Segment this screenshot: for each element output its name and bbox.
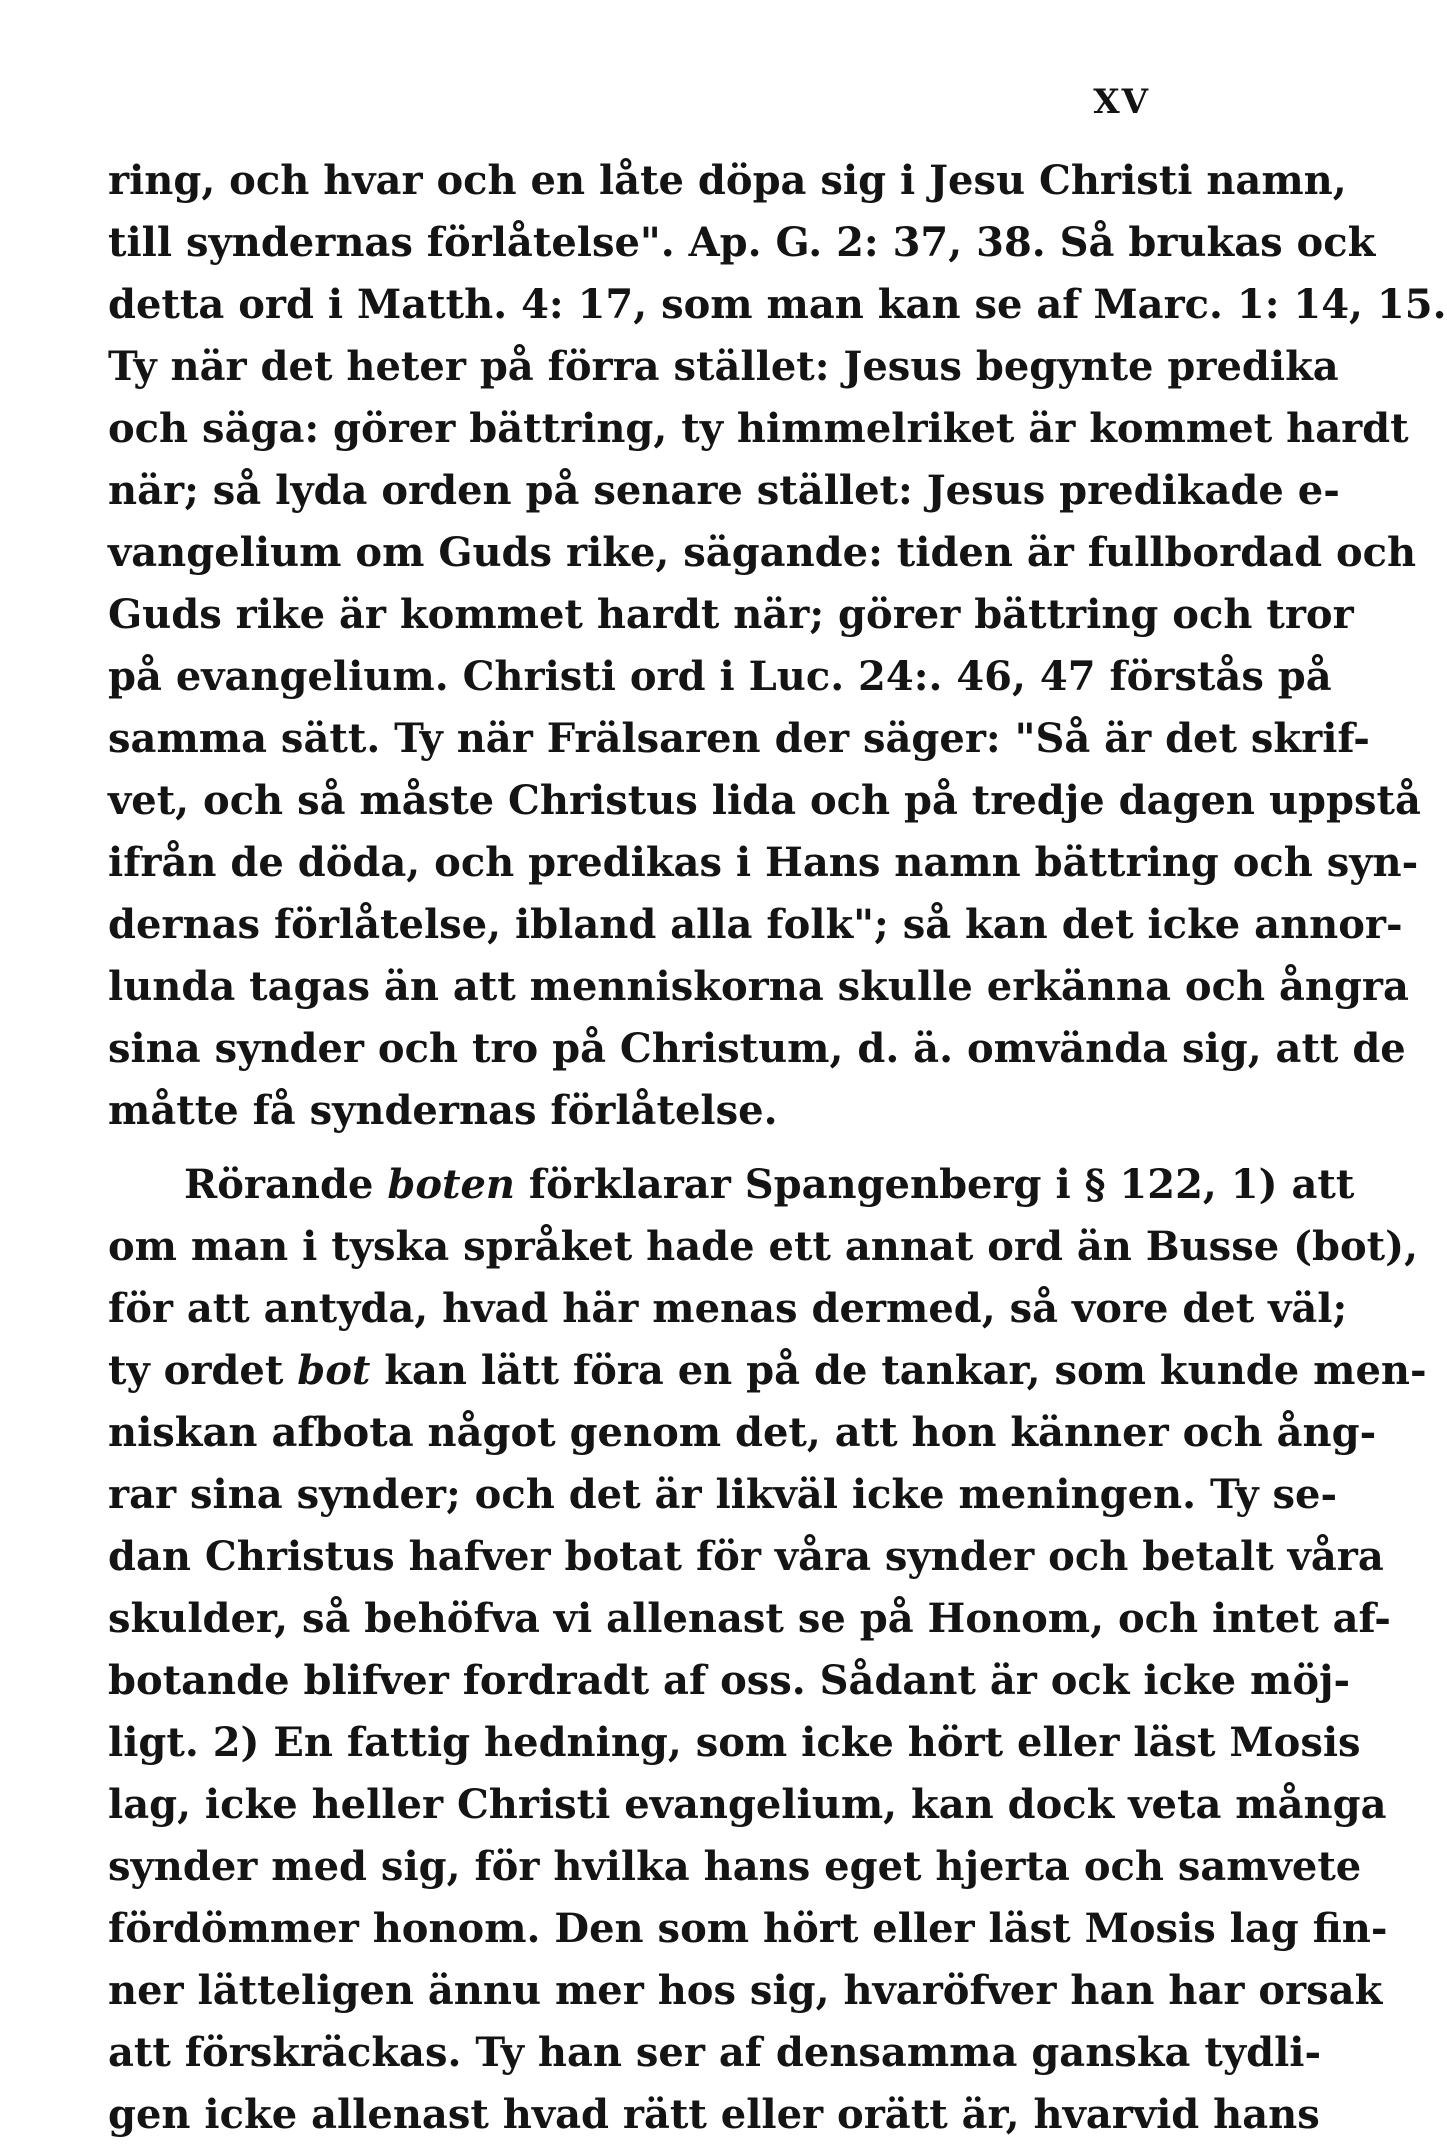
text-line-with-italic	[108, 1340, 1427, 1402]
text-line: och säga: görer bättring, ty himmelriket är kommet hardt	[108, 405, 1409, 452]
text-line: sina synder och tro på Christum, d. ä. omvända sig, att de	[108, 1025, 1406, 1072]
text-line: vet, och så måste Christus lida och på tredje dagen uppstå	[108, 777, 1421, 824]
text-run: ty ordet	[108, 1347, 298, 1394]
text-line: synder med sig, för hvilka hans eget hjerta och samvete	[108, 1843, 1362, 1890]
text-line: måtte få syndernas förlåtelse.	[108, 1087, 778, 1134]
italic-term: boten	[387, 1161, 515, 1208]
italic-term: bot	[297, 1347, 371, 1394]
text-line: fördömmer honom. Den som hört eller läst Mosis lag fin-	[108, 1905, 1388, 1952]
text-line: för att antyda, hvad här menas dermed, så vore det väl;	[108, 1285, 1348, 1332]
body-text	[108, 150, 1447, 2146]
text-run: kan lätt föra en på de tankar, som kunde men-	[370, 1347, 1427, 1394]
text-line: ifrån de döda, och predikas i Hans namn bättring och syn-	[108, 839, 1419, 886]
text-run: Rörande	[184, 1161, 388, 1208]
paragraph-first-line	[108, 1154, 1355, 1216]
text-line: rar sina synder; och det är likväl icke meningen. Ty se-	[108, 1471, 1338, 1518]
text-line: samma sätt. Ty när Frälsaren der säger: "Så är det skrif-	[108, 715, 1370, 762]
text-line: dan Christus hafver botat för våra synder och betalt våra	[108, 1533, 1384, 1580]
text-line: att förskräckas. Ty han ser af densamma ganska tydli-	[108, 2029, 1322, 2076]
text-line: ring, och hvar och en låte döpa sig i Jesu Christi namn,	[108, 157, 1347, 204]
text-line: på evangelium. Christi ord i Luc. 24:. 46, 47 förstås på	[108, 653, 1332, 700]
text-line: skulder, så behöfva vi allenast se på Honom, och intet af-	[108, 1595, 1391, 1642]
text-line: ner lätteligen ännu mer hos sig, hvaröfver han har orsak	[108, 1967, 1383, 2014]
text-line: om man i tyska språket hade ett annat ord än Busse (bot),	[108, 1223, 1418, 1270]
text-line: när; så lyda orden på senare stället: Jesus predikade e-	[108, 467, 1340, 514]
text-line: botande blifver fordradt af oss. Sådant är ock icke möj-	[108, 1657, 1351, 1704]
text-line: niskan afbota något genom det, att hon känner och ång-	[108, 1409, 1377, 1456]
text-line: lag, icke heller Christi evangelium, kan dock veta många	[108, 1781, 1387, 1828]
text-line: detta ord i Matth. 4: 17, som man kan se af Marc. 1: 14, 15.	[108, 281, 1447, 328]
text-line: ligt. 2) En fattig hedning, som icke hört eller läst Mosis	[108, 1719, 1361, 1766]
text-line: till syndernas förlåtelse". Ap. G. 2: 37, 38. Så brukas ock	[108, 219, 1376, 266]
text-line: lunda tagas än att menniskorna skulle erkänna och ångra	[108, 963, 1409, 1010]
page-number: XV	[1093, 82, 1150, 122]
text-line: Guds rike är kommet hardt när; görer bättring och tror	[108, 591, 1354, 638]
text-run: förklarar Spangenberg i § 122, 1) att	[515, 1161, 1355, 1208]
text-line: Ty när det heter på förra stället: Jesus begynte predika	[108, 343, 1339, 390]
text-line: dernas förlåtelse, ibland alla folk"; så kan det icke annor-	[108, 901, 1403, 948]
text-line: vangelium om Guds rike, sägande: tiden är fullbordad och	[108, 529, 1417, 576]
text-line: gen icke allenast hvad rätt eller orätt är, hvarvid hans	[108, 2091, 1320, 2138]
